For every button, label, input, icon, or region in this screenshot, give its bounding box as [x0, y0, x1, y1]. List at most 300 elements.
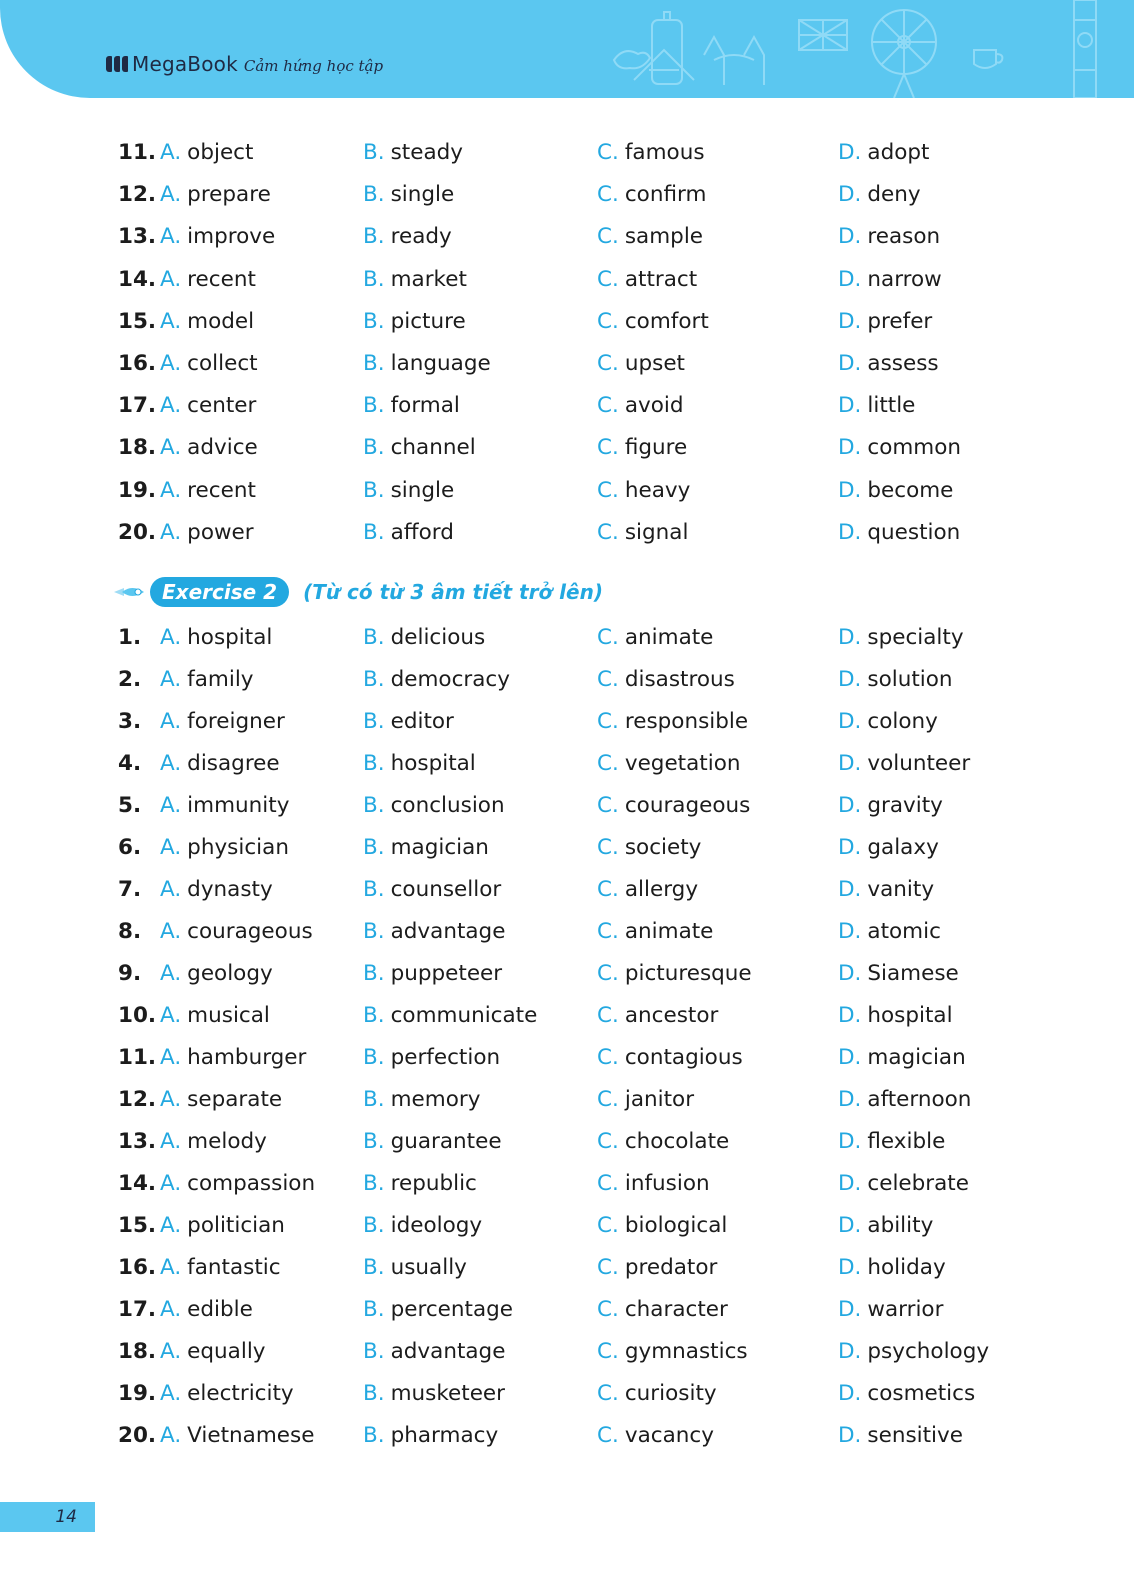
option-b: [363, 791, 505, 821]
question-number: 12.: [118, 1087, 157, 1112]
option-word: family: [187, 667, 254, 692]
option-letter: A.: [160, 1381, 182, 1406]
option-word: become: [867, 477, 954, 503]
question-row: [0, 833, 1134, 863]
question-row: [0, 476, 1134, 506]
exercise-2-heading: [112, 575, 603, 609]
option-word: equally: [187, 1339, 266, 1364]
option-letter: B.: [363, 182, 385, 208]
option-b: [363, 749, 476, 779]
option-word: disagree: [187, 751, 280, 776]
option-letter: A.: [160, 1213, 182, 1238]
option-b: [363, 265, 467, 295]
option-word: conclusion: [390, 793, 505, 818]
option-word: hospital: [867, 1003, 953, 1028]
option-letter: C.: [597, 793, 619, 818]
option-word: confirm: [624, 182, 707, 208]
option-letter: C.: [597, 919, 619, 944]
option-word: biological: [624, 1213, 728, 1238]
option-letter: B.: [363, 751, 385, 776]
option-letter: D.: [838, 351, 862, 376]
question-number: 17.: [118, 393, 157, 419]
question-number: 14.: [118, 266, 157, 292]
option-a: [160, 707, 285, 737]
option-letter: D.: [838, 308, 862, 334]
option-letter: C.: [597, 1003, 619, 1028]
option-d: [838, 1295, 943, 1325]
option-b: [363, 391, 460, 421]
brand-tagline: Cảm hứng học tập: [243, 57, 384, 75]
option-word: single: [390, 477, 455, 503]
option-letter: D.: [838, 1423, 862, 1448]
option-letter: B.: [363, 877, 385, 902]
option-c: [597, 265, 697, 295]
option-a: [160, 222, 275, 252]
option-word: disastrous: [624, 667, 735, 692]
option-letter: A.: [160, 435, 182, 461]
option-c: [597, 1379, 717, 1409]
option-b: [363, 433, 476, 463]
option-d: [838, 1379, 975, 1409]
option-letter: B.: [363, 835, 385, 860]
question-row: [0, 1421, 1134, 1451]
option-word: musical: [187, 1003, 270, 1028]
option-d: [838, 265, 942, 295]
question-number: 13.: [118, 1129, 157, 1154]
option-word: adopt: [867, 140, 930, 165]
option-b: [363, 1169, 477, 1199]
london-landmarks-decoration-icon: [574, 0, 1134, 98]
option-b: [363, 1421, 498, 1451]
question-number: 16.: [118, 1255, 157, 1280]
rocket-icon: [112, 582, 148, 602]
option-word: solution: [867, 667, 953, 692]
option-letter: D.: [838, 1213, 862, 1238]
option-word: ideology: [390, 1213, 483, 1238]
option-word: advice: [187, 435, 258, 461]
option-word: power: [187, 519, 254, 545]
option-word: communicate: [390, 1003, 538, 1028]
option-c: [597, 623, 713, 653]
question-row: [0, 1127, 1134, 1157]
option-word: prepare: [187, 182, 271, 208]
option-letter: A.: [160, 793, 182, 818]
option-letter: B.: [363, 1087, 385, 1112]
option-word: Vietnamese: [187, 1423, 315, 1448]
option-d: [838, 518, 960, 548]
option-c: [597, 1043, 743, 1073]
option-letter: B.: [363, 519, 385, 545]
option-b: [363, 707, 454, 737]
question-number: 10.: [118, 1003, 157, 1028]
option-letter: C.: [597, 477, 619, 503]
option-word: avoid: [624, 393, 684, 419]
option-d: [838, 180, 921, 210]
option-word: vegetation: [624, 751, 741, 776]
option-letter: C.: [597, 1423, 619, 1448]
option-word: animate: [624, 625, 714, 650]
option-c: [597, 391, 684, 421]
option-b: [363, 875, 501, 905]
option-d: [838, 749, 970, 779]
option-d: [838, 959, 959, 989]
question-row: [0, 349, 1134, 379]
option-d: [838, 349, 939, 379]
option-word: separate: [187, 1087, 283, 1112]
question-number: 6.: [118, 835, 142, 860]
option-word: vacancy: [624, 1423, 714, 1448]
option-letter: A.: [160, 224, 182, 250]
option-letter: C.: [597, 182, 619, 208]
option-word: usually: [390, 1255, 467, 1280]
question-row: [0, 1001, 1134, 1031]
option-letter: C.: [597, 877, 619, 902]
option-word: infusion: [624, 1171, 710, 1196]
question-number: 7.: [118, 877, 142, 902]
option-letter: B.: [363, 1045, 385, 1070]
option-letter: C.: [597, 435, 619, 461]
question-row: [0, 222, 1134, 252]
option-word: dynasty: [187, 877, 273, 902]
option-letter: B.: [363, 435, 385, 461]
option-a: [160, 307, 254, 337]
option-letter: C.: [597, 1339, 619, 1364]
question-row: [0, 749, 1134, 779]
option-word: courageous: [187, 919, 313, 944]
option-letter: C.: [597, 709, 619, 734]
option-a: [160, 433, 258, 463]
option-word: ready: [390, 224, 452, 250]
option-c: [597, 476, 690, 506]
option-letter: A.: [160, 1255, 182, 1280]
option-word: reason: [867, 224, 941, 250]
question-row: [0, 307, 1134, 337]
option-c: [597, 222, 703, 252]
option-letter: B.: [363, 1255, 385, 1280]
option-word: society: [624, 835, 702, 860]
option-word: contagious: [624, 1045, 743, 1070]
option-d: [838, 875, 934, 905]
option-a: [160, 138, 253, 168]
option-word: Siamese: [867, 961, 959, 986]
option-d: [838, 222, 940, 252]
option-c: [597, 1253, 717, 1283]
option-d: [838, 1127, 945, 1157]
option-word: little: [867, 393, 916, 419]
option-word: steady: [390, 140, 463, 165]
option-word: chocolate: [624, 1129, 730, 1154]
option-letter: A.: [160, 140, 182, 165]
option-c: [597, 138, 705, 168]
option-word: advantage: [390, 919, 506, 944]
question-number: 16.: [118, 351, 157, 376]
question-number: 18.: [118, 1339, 157, 1364]
option-word: gymnastics: [624, 1339, 748, 1364]
option-letter: C.: [597, 1171, 619, 1196]
option-letter: D.: [838, 1297, 862, 1322]
option-word: melody: [187, 1129, 267, 1154]
option-c: [597, 791, 750, 821]
question-number: 18.: [118, 435, 157, 461]
option-b: [363, 307, 466, 337]
option-a: [160, 1337, 266, 1367]
option-b: [363, 1211, 482, 1241]
option-word: perfection: [390, 1045, 501, 1070]
option-letter: D.: [838, 793, 862, 818]
question-row: [0, 917, 1134, 947]
option-word: democracy: [390, 667, 510, 692]
option-word: volunteer: [867, 751, 971, 776]
option-d: [838, 433, 961, 463]
option-letter: B.: [363, 1339, 385, 1364]
option-word: picturesque: [624, 961, 752, 986]
option-word: afternoon: [867, 1087, 972, 1112]
option-d: [838, 138, 929, 168]
option-letter: C.: [597, 1255, 619, 1280]
option-d: [838, 1211, 933, 1241]
option-letter: D.: [838, 625, 862, 650]
option-a: [160, 349, 258, 379]
option-c: [597, 1127, 729, 1157]
option-letter: D.: [838, 224, 862, 250]
option-c: [597, 1085, 694, 1115]
question-row: [0, 180, 1134, 210]
option-a: [160, 180, 271, 210]
option-letter: C.: [597, 1213, 619, 1238]
option-word: comfort: [624, 308, 709, 334]
option-d: [838, 665, 953, 695]
option-letter: A.: [160, 1129, 182, 1154]
option-word: responsible: [624, 709, 749, 734]
option-letter: D.: [838, 1255, 862, 1280]
option-a: [160, 665, 254, 695]
option-word: collect: [187, 351, 258, 376]
option-d: [838, 1043, 966, 1073]
option-word: recent: [187, 477, 256, 503]
question-number: 3.: [118, 709, 142, 734]
option-word: afford: [390, 519, 454, 545]
option-word: animate: [624, 919, 714, 944]
option-word: curiosity: [624, 1381, 717, 1406]
option-c: [597, 749, 740, 779]
option-d: [838, 1421, 963, 1451]
option-a: [160, 875, 273, 905]
option-word: celebrate: [867, 1171, 969, 1196]
option-letter: B.: [363, 1003, 385, 1028]
option-c: [597, 180, 706, 210]
option-word: gravity: [867, 793, 943, 818]
option-a: [160, 917, 313, 947]
option-letter: A.: [160, 1339, 182, 1364]
question-number: 20.: [118, 519, 157, 545]
option-d: [838, 1085, 971, 1115]
option-word: electricity: [187, 1381, 294, 1406]
option-a: [160, 476, 256, 506]
option-c: [597, 349, 685, 379]
question-row: [0, 1253, 1134, 1283]
option-word: delicious: [390, 625, 486, 650]
option-c: [597, 433, 687, 463]
option-c: [597, 959, 752, 989]
option-letter: A.: [160, 393, 182, 419]
option-c: [597, 875, 698, 905]
option-d: [838, 791, 943, 821]
option-b: [363, 1043, 500, 1073]
option-c: [597, 1421, 714, 1451]
option-letter: B.: [363, 308, 385, 334]
option-letter: B.: [363, 140, 385, 165]
option-d: [838, 1001, 953, 1031]
option-word: vanity: [867, 877, 935, 902]
option-a: [160, 265, 256, 295]
option-a: [160, 518, 254, 548]
option-letter: D.: [838, 266, 862, 292]
option-word: edible: [187, 1297, 253, 1322]
option-letter: D.: [838, 667, 862, 692]
option-word: advantage: [390, 1339, 506, 1364]
option-letter: A.: [160, 182, 182, 208]
option-letter: D.: [838, 519, 862, 545]
option-word: market: [390, 266, 467, 292]
option-letter: C.: [597, 266, 619, 292]
question-row: [0, 959, 1134, 989]
option-word: memory: [390, 1087, 481, 1112]
option-word: ancestor: [624, 1003, 719, 1028]
option-d: [838, 1169, 969, 1199]
option-word: sample: [624, 224, 704, 250]
option-word: flexible: [867, 1129, 946, 1154]
option-letter: B.: [363, 266, 385, 292]
option-b: [363, 180, 454, 210]
brand-name: MegaBook: [132, 52, 238, 76]
question-number: 12.: [118, 182, 157, 208]
option-c: [597, 1211, 727, 1241]
option-word: common: [867, 435, 962, 461]
option-letter: B.: [363, 393, 385, 419]
option-word: single: [390, 182, 455, 208]
option-a: [160, 1379, 294, 1409]
option-word: assess: [867, 351, 939, 376]
option-word: puppeteer: [390, 961, 503, 986]
option-word: specialty: [867, 625, 964, 650]
question-row: [0, 791, 1134, 821]
question-number: 8.: [118, 919, 142, 944]
option-letter: C.: [597, 1297, 619, 1322]
option-letter: C.: [597, 961, 619, 986]
option-letter: C.: [597, 625, 619, 650]
option-d: [838, 307, 932, 337]
option-letter: B.: [363, 351, 385, 376]
question-row: [0, 1337, 1134, 1367]
option-word: janitor: [624, 1087, 695, 1112]
question-number: 13.: [118, 224, 157, 250]
option-letter: A.: [160, 1087, 182, 1112]
page-number: 14: [0, 1502, 95, 1532]
option-b: [363, 138, 463, 168]
question-number: 9.: [118, 961, 142, 986]
option-word: courageous: [624, 793, 751, 818]
question-row: [0, 707, 1134, 737]
option-letter: D.: [838, 393, 862, 419]
option-word: narrow: [867, 266, 942, 292]
option-word: famous: [624, 140, 705, 165]
option-word: formal: [390, 393, 460, 419]
option-d: [838, 833, 939, 863]
option-letter: B.: [363, 919, 385, 944]
option-a: [160, 749, 280, 779]
option-word: cosmetics: [867, 1381, 976, 1406]
option-word: magician: [390, 835, 489, 860]
question-row: [0, 1295, 1134, 1325]
option-a: [160, 1169, 315, 1199]
option-word: hamburger: [187, 1045, 307, 1070]
option-letter: C.: [597, 519, 619, 545]
option-letter: D.: [838, 477, 862, 503]
option-word: model: [187, 308, 255, 334]
option-letter: A.: [160, 877, 182, 902]
option-b: [363, 476, 454, 506]
option-letter: A.: [160, 625, 182, 650]
option-d: [838, 623, 964, 653]
option-word: fantastic: [187, 1255, 281, 1280]
option-letter: C.: [597, 140, 619, 165]
option-letter: A.: [160, 1045, 182, 1070]
option-word: upset: [624, 351, 685, 376]
option-letter: C.: [597, 1087, 619, 1112]
option-letter: C.: [597, 751, 619, 776]
option-word: object: [187, 140, 254, 165]
option-d: [838, 707, 938, 737]
option-letter: A.: [160, 919, 182, 944]
option-letter: A.: [160, 1297, 182, 1322]
option-letter: D.: [838, 1381, 862, 1406]
option-letter: A.: [160, 667, 182, 692]
option-letter: B.: [363, 1171, 385, 1196]
option-word: magician: [867, 1045, 966, 1070]
option-word: hospital: [390, 751, 476, 776]
option-word: galaxy: [867, 835, 939, 860]
option-word: hospital: [187, 625, 273, 650]
option-d: [838, 1253, 946, 1283]
question-row: [0, 265, 1134, 295]
option-letter: B.: [363, 667, 385, 692]
option-b: [363, 623, 485, 653]
option-a: [160, 1211, 285, 1241]
question-row: [0, 1211, 1134, 1241]
option-word: heavy: [624, 477, 691, 503]
brand-logo: [106, 52, 383, 76]
option-a: [160, 1085, 282, 1115]
option-word: prefer: [867, 308, 933, 334]
question-number: 5.: [118, 793, 142, 818]
option-b: [363, 349, 491, 379]
option-letter: C.: [597, 308, 619, 334]
option-word: holiday: [867, 1255, 946, 1280]
option-word: editor: [390, 709, 454, 734]
option-word: colony: [867, 709, 938, 734]
option-b: [363, 222, 452, 252]
option-c: [597, 1337, 748, 1367]
option-letter: B.: [363, 1297, 385, 1322]
option-d: [838, 476, 953, 506]
option-letter: B.: [363, 709, 385, 734]
option-word: pharmacy: [390, 1423, 499, 1448]
question-number: 2.: [118, 667, 142, 692]
question-row: [0, 875, 1134, 905]
exercise-2-note: (Từ có từ 3 âm tiết trở lên): [303, 580, 603, 604]
option-b: [363, 959, 502, 989]
question-row: [0, 391, 1134, 421]
